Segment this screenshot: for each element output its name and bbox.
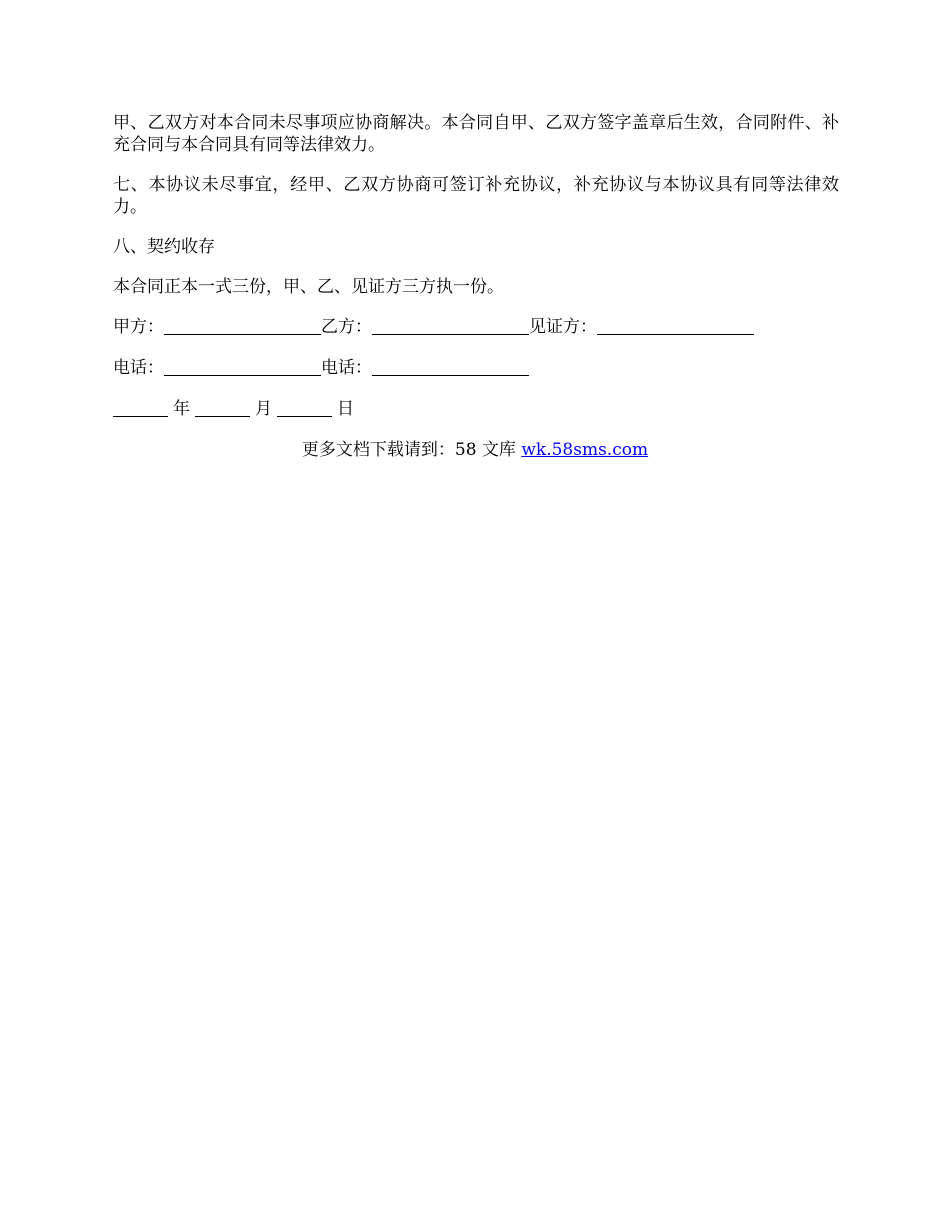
witness-signature-blank[interactable] xyxy=(597,316,754,335)
phone-b-blank[interactable] xyxy=(372,357,529,376)
party-a-signature-blank[interactable] xyxy=(164,316,321,335)
paragraph-supplementary-terms: 甲、乙双方对本合同未尽事项应协商解决。本合同自甲、乙双方签字盖章后生效，合同附件、补充合同与本合同具有同等法律效力。 xyxy=(113,113,839,155)
phone-a-blank[interactable] xyxy=(164,357,321,376)
witness-label: 见证方： xyxy=(529,317,597,337)
document-body xyxy=(113,112,839,439)
footer-link[interactable]: wk.58sms.com xyxy=(521,440,649,460)
phone-row xyxy=(113,357,839,379)
signature-row xyxy=(113,316,839,338)
phone-label-a: 电话： xyxy=(113,358,164,378)
paragraph-copies: 本合同正本一式三份，甲、乙、见证方三方执一份。 xyxy=(113,277,504,297)
month-label: 月 xyxy=(255,399,272,419)
paragraph-clause-7: 七、本协议未尽事宜，经甲、乙双方协商可签订补充协议，补充协议与本协议具有同等法律效力。 xyxy=(113,175,839,217)
party-a-label: 甲方： xyxy=(113,317,164,337)
paragraph-clause-8-heading: 八、契约收存 xyxy=(113,237,215,257)
day-blank[interactable] xyxy=(277,398,332,417)
party-b-signature-blank[interactable] xyxy=(372,316,529,335)
month-blank[interactable] xyxy=(195,398,250,417)
year-label: 年 xyxy=(173,399,190,419)
footer-text: 更多文档下载请到：58 文库 xyxy=(301,440,522,460)
day-label: 日 xyxy=(337,399,354,419)
footer xyxy=(0,439,950,461)
party-b-label: 乙方： xyxy=(321,317,372,337)
year-blank[interactable] xyxy=(113,398,168,417)
phone-label-b: 电话： xyxy=(321,358,372,378)
date-row xyxy=(113,398,839,420)
